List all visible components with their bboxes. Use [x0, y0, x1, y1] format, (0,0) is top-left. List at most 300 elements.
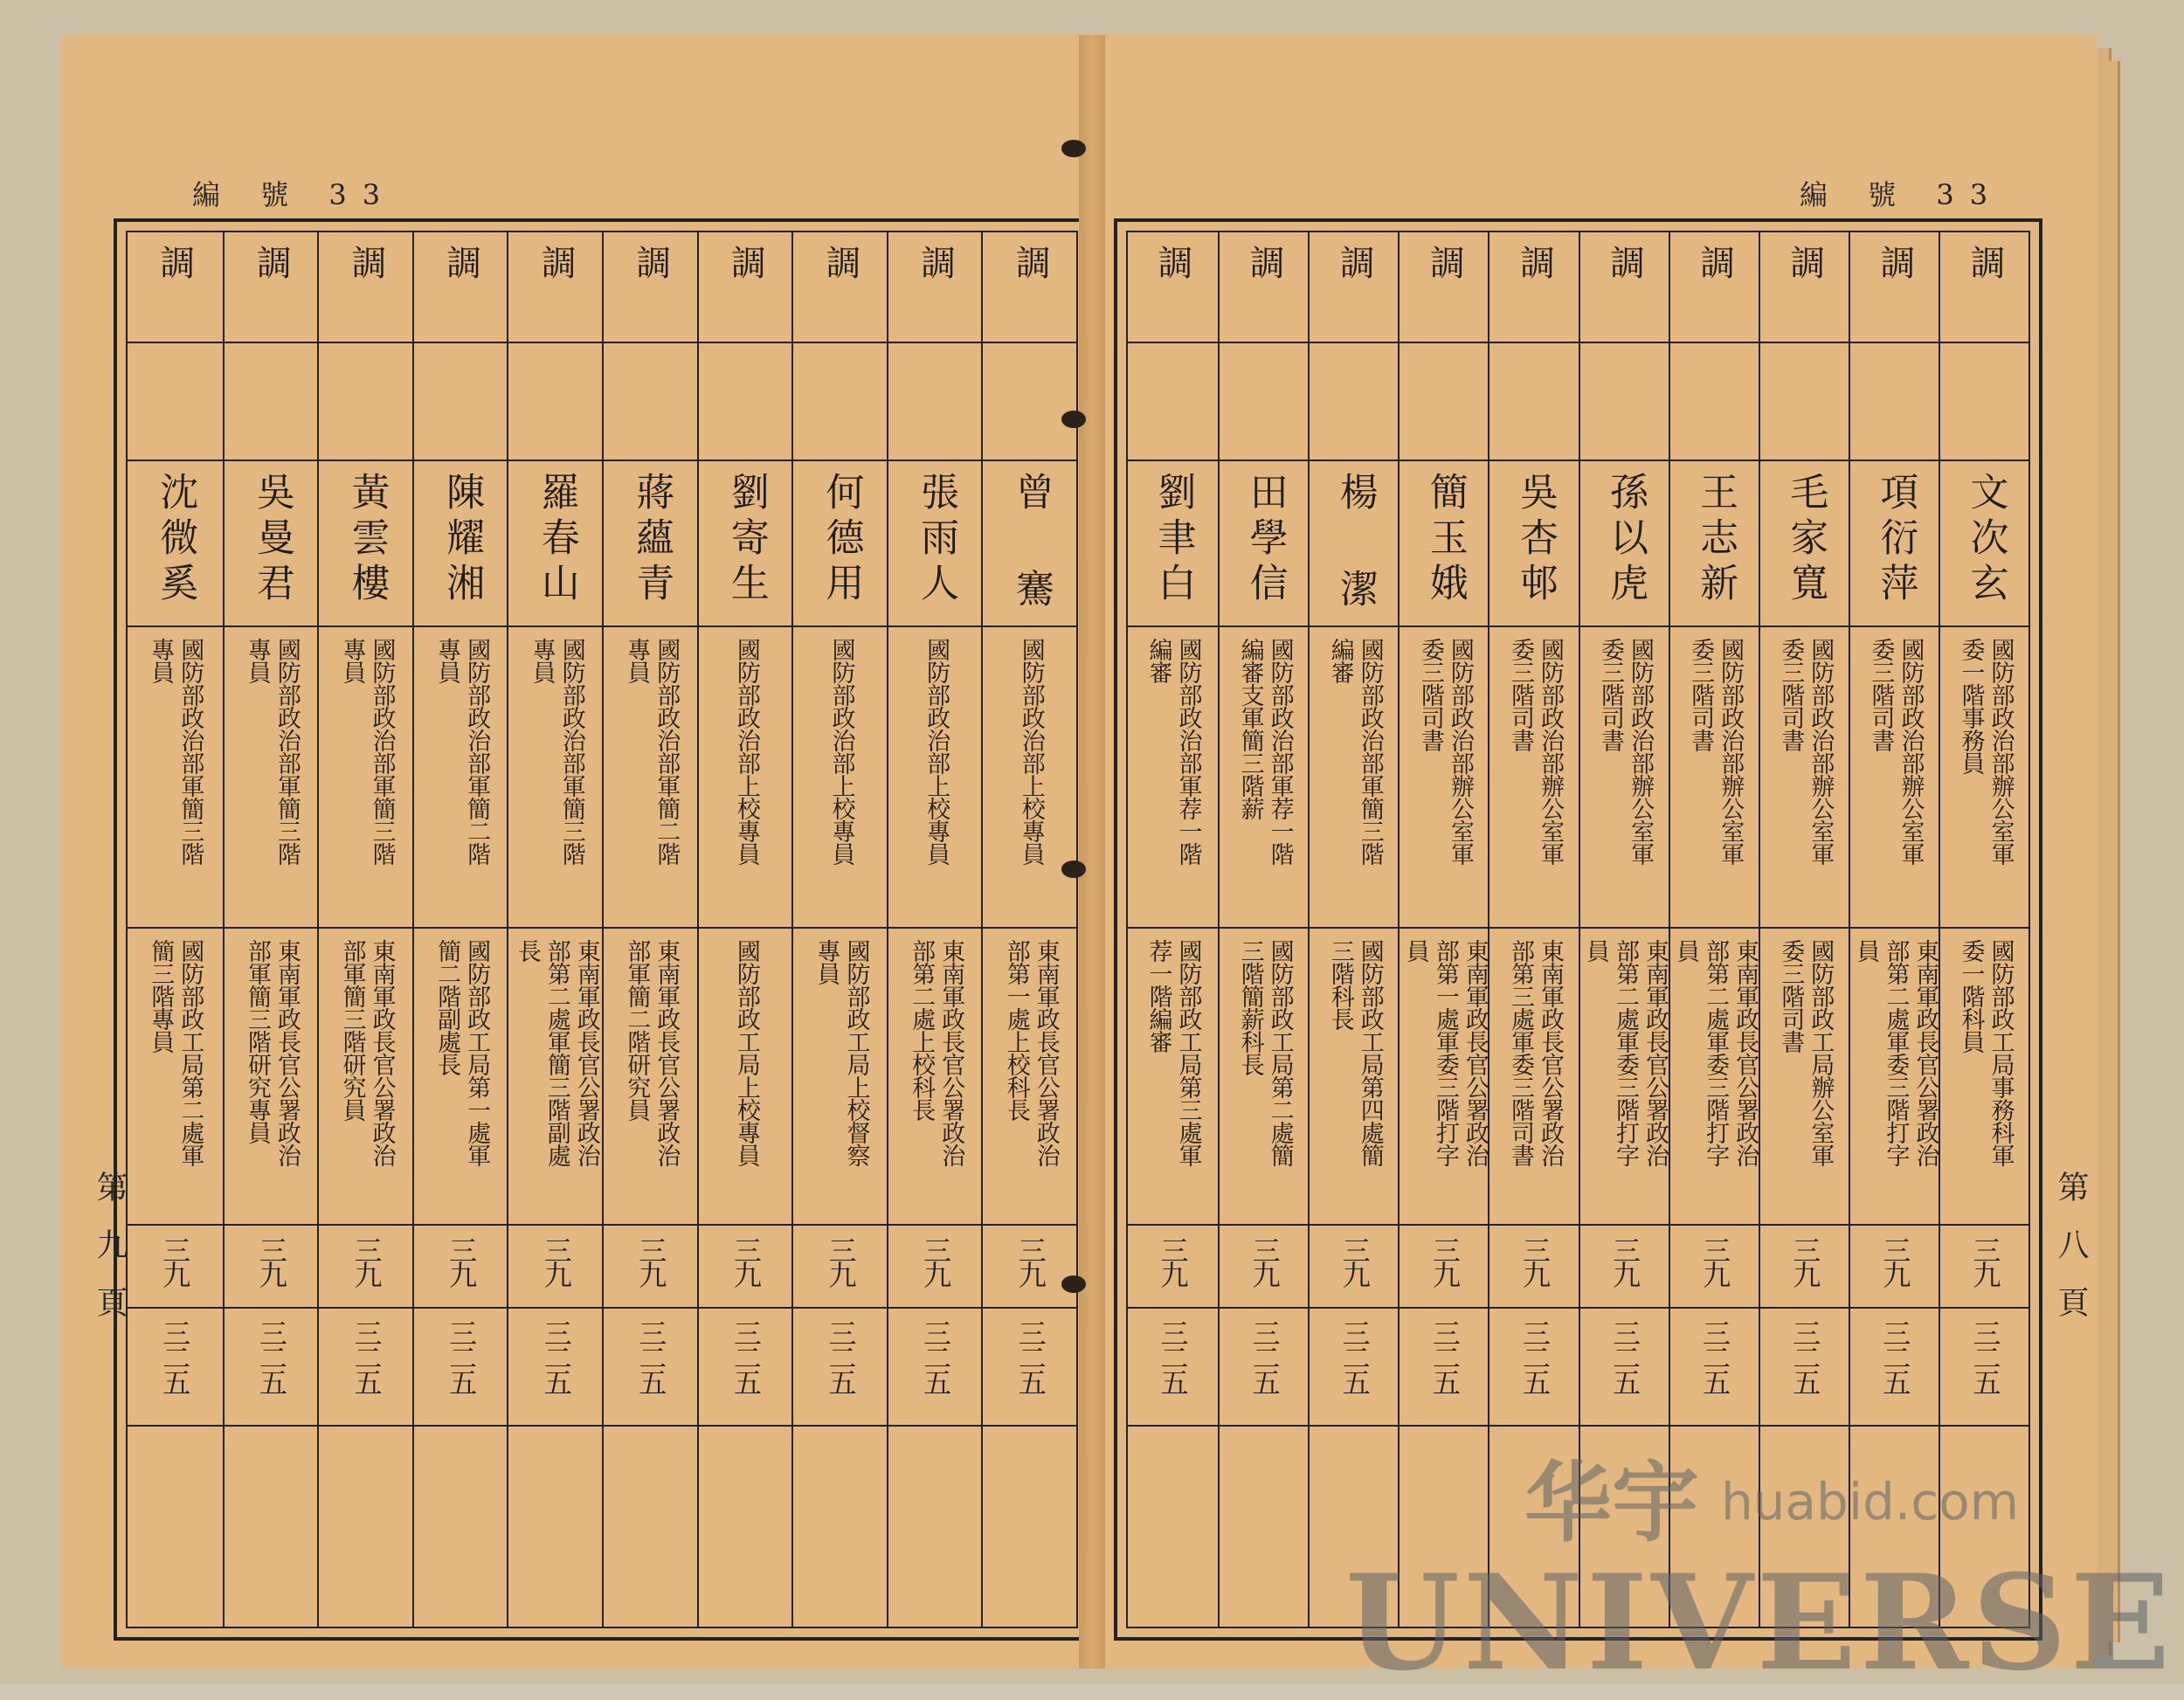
- record-pos1-line: 國防部政治部辦公室軍: [1627, 638, 1655, 865]
- record-cell-pos1: [1310, 638, 1400, 922]
- left-page-number: 第九頁: [92, 1171, 128, 1344]
- record-pos2-line: 國防部政工局辦公室軍: [1807, 939, 1835, 1166]
- record-column: [317, 232, 414, 1627]
- record-name: 羅春山: [534, 472, 579, 608]
- record-cell-type: [128, 245, 223, 336]
- record-cell-pos2: [1760, 939, 1850, 1219]
- record-pos1-line: 國防部政治部軍簡二階: [653, 638, 681, 865]
- binding-hole: [1061, 411, 1086, 428]
- record-cell-name: [1220, 472, 1310, 620]
- record-type: 調: [1514, 245, 1555, 280]
- record-day: 三九: [824, 1236, 858, 1285]
- record-name: 吳曼君: [249, 472, 294, 608]
- binding-hole: [1061, 1275, 1086, 1293]
- record-name: 何德用: [819, 472, 864, 608]
- page-edge: [2109, 61, 2120, 1642]
- record-pos2-line: 長: [513, 939, 541, 962]
- record-cell-pos2: [1220, 939, 1310, 1219]
- record-cell-pos1: [1670, 638, 1760, 922]
- record-cell-date: [1310, 1319, 1400, 1420]
- record-cell-day: [1400, 1236, 1489, 1302]
- record-cell-pos2: [1940, 939, 2030, 1219]
- record-pos1-line: 專員: [528, 638, 556, 683]
- record-cell-name: [1310, 472, 1400, 620]
- record-cell-pos2: [1400, 939, 1489, 1219]
- record-cell-type: [1489, 245, 1579, 336]
- record-date: 三二五: [1608, 1319, 1642, 1392]
- record-pos1-line: 委三階司書: [1777, 638, 1805, 751]
- record-name: 毛家寬: [1783, 472, 1828, 608]
- record-cell-type: [414, 245, 509, 336]
- record-type: 調: [1152, 245, 1193, 280]
- record-date: 三二五: [1878, 1319, 1912, 1392]
- record-cell-type: [225, 245, 320, 336]
- record-column: [1488, 232, 1579, 1627]
- record-cell-day: [1760, 1236, 1850, 1302]
- record-name: 項衍萍: [1873, 472, 1918, 608]
- record-pos2-line: 員: [1672, 939, 1700, 962]
- record-cell-type: [319, 245, 414, 336]
- record-pos1-line: 國防部政治部軍簡三階: [176, 638, 204, 865]
- record-column: [1218, 232, 1310, 1627]
- record-pos1-line: 委三階司書: [1867, 638, 1895, 751]
- record-pos2-line: 部軍簡二階研究員: [623, 939, 651, 1121]
- record-pos2-line: 專員: [812, 939, 840, 985]
- record-pos2-line: 部第三處軍委三階司書: [1506, 939, 1534, 1166]
- record-pos1-line: 國防部政治部軍荐一階: [1266, 638, 1294, 865]
- record-pos2-line: 東南軍政長官公署政治: [1032, 939, 1060, 1166]
- watermark-cn: 华宇: [1524, 1452, 1699, 1554]
- record-pos2-line: 東南軍政長官公署政治: [572, 939, 600, 1166]
- record-cell-name: [1580, 472, 1670, 620]
- record-cell-pos1: [1400, 638, 1489, 922]
- record-cell-date: [1220, 1319, 1310, 1420]
- left-table: [114, 218, 1090, 1641]
- record-day: 三九: [634, 1236, 668, 1285]
- record-cell-name: [793, 472, 888, 620]
- record-day: 三九: [1968, 1236, 2002, 1285]
- record-cell-pos2: [414, 939, 509, 1219]
- right-header: 編 號 33: [1800, 178, 2004, 211]
- record-pos2-line: 簡三階專員: [147, 939, 175, 1053]
- record-pos2-line: 部第一處上校科長: [1002, 939, 1030, 1121]
- record-date: 三二五: [1337, 1319, 1372, 1392]
- record-type: 調: [1964, 245, 2005, 280]
- record-cell-type: [983, 245, 1078, 336]
- record-day: 三九: [1698, 1236, 1732, 1285]
- record-name: 簡玉娥: [1422, 472, 1468, 608]
- record-pos2-line: 員: [1582, 939, 1610, 962]
- record-cell-type: [1400, 245, 1489, 336]
- record-type: 調: [819, 245, 860, 280]
- record-cell-type: [508, 245, 604, 336]
- record-pos2-line: 國防部政工局上校督察: [842, 939, 870, 1166]
- record-date: 三二五: [1248, 1319, 1282, 1392]
- record-pos2-line: 東南軍政長官公署政治: [368, 939, 396, 1166]
- record-pos1-line: 國防部政治部辦公室軍: [1446, 638, 1474, 865]
- record-cell-pos2: [319, 939, 414, 1219]
- record-pos1-line: 國防部政治部辦公室軍: [1807, 638, 1835, 865]
- record-cell-pos1: [1760, 638, 1850, 922]
- record-pos1-line: 專員: [433, 638, 461, 683]
- record-cell-pos2: [128, 939, 223, 1219]
- record-cell-pos2: [604, 939, 699, 1219]
- record-date: 三二五: [1968, 1319, 2002, 1392]
- record-date: 三二五: [919, 1319, 953, 1392]
- record-pos2-line: 東南軍政長官公署政治: [1731, 939, 1759, 1166]
- record-type: 調: [725, 245, 766, 280]
- left-page: [61, 35, 1092, 1669]
- record-day: 三九: [158, 1236, 192, 1285]
- record-pos1-line: 國防部政治部軍簡二階: [463, 638, 491, 865]
- record-cell-date: [319, 1319, 414, 1420]
- record-cell-date: [414, 1319, 509, 1420]
- record-cell-type: [1580, 245, 1670, 336]
- record-cell-date: [1940, 1319, 2030, 1420]
- record-date: 三二五: [1013, 1319, 1047, 1392]
- record-cell-day: [983, 1236, 1078, 1302]
- record-cell-day: [1850, 1236, 1940, 1302]
- record-pos1-line: 委三階司書: [1416, 638, 1444, 751]
- record-pos1-line: 專員: [147, 638, 175, 683]
- record-pos2-line: 部軍簡三階研究員: [338, 939, 366, 1121]
- record-cell-day: [128, 1236, 223, 1302]
- record-name: 劉聿白: [1151, 472, 1196, 608]
- record-column: [1579, 232, 1670, 1627]
- record-pos2-line: 東南軍政長官公署政治: [1536, 939, 1564, 1166]
- record-type: 調: [915, 245, 956, 280]
- record-pos2-line: 東南軍政長官公署政治: [1641, 939, 1669, 1166]
- record-date: 三二五: [349, 1319, 384, 1392]
- record-name: 劉寄生: [723, 472, 769, 608]
- left-table-grid: [126, 231, 1078, 1628]
- record-pos1-line: 專員: [338, 638, 366, 683]
- record-cell-pos2: [1128, 939, 1218, 1219]
- record-pos2-line: 東南軍政長官公署政治: [273, 939, 301, 1166]
- record-cell-name: [983, 472, 1078, 620]
- record-column: [887, 232, 984, 1627]
- record-cell-day: [793, 1236, 888, 1302]
- record-cell-date: [699, 1319, 794, 1420]
- record-pos2-line: 員: [1401, 939, 1429, 962]
- record-cell-pos1: [319, 638, 414, 922]
- record-cell-pos1: [604, 638, 699, 922]
- record-column: [697, 232, 794, 1627]
- record-cell-date: [1760, 1319, 1850, 1420]
- record-cell-pos1: [1850, 638, 1940, 922]
- record-type: 調: [1424, 245, 1465, 280]
- record-pos1-line: 專員: [623, 638, 651, 683]
- record-cell-type: [699, 245, 794, 336]
- record-date: 三二五: [1788, 1319, 1822, 1392]
- record-cell-day: [1670, 1236, 1760, 1302]
- record-cell-pos1: [793, 638, 888, 922]
- record-cell-name: [319, 472, 414, 620]
- record-cell-pos2: [1670, 939, 1760, 1219]
- record-pos1-line: 委三階司書: [1506, 638, 1534, 751]
- record-pos1-line: 國防部政治部上校專員: [827, 638, 855, 865]
- record-pos1-line: 委三階司書: [1687, 638, 1715, 751]
- record-pos1-line: 國防部政治部軍簡三階: [1356, 638, 1384, 865]
- record-cell-name: [1128, 472, 1218, 620]
- record-pos2-line: 員: [1852, 939, 1880, 962]
- record-cell-pos2: [983, 939, 1078, 1219]
- record-cell-day: [888, 1236, 984, 1302]
- record-day: 三九: [1427, 1236, 1462, 1285]
- record-pos2-line: 部第一處軍委三階打字: [1431, 939, 1459, 1166]
- record-cell-day: [1580, 1236, 1670, 1302]
- record-pos2-line: 部第二處軍簡三階副處: [543, 939, 570, 1166]
- record-cell-day: [508, 1236, 604, 1302]
- watermark-domain: huabid.com: [1721, 1472, 2020, 1531]
- record-column: [1128, 232, 1218, 1627]
- record-date: 三二五: [158, 1319, 192, 1392]
- record-pos2-line: 部第二處上校科長: [908, 939, 936, 1121]
- record-cell-pos1: [1128, 638, 1218, 922]
- record-day: 三九: [539, 1236, 573, 1285]
- record-name: 張雨人: [914, 472, 959, 608]
- record-cell-type: [1850, 245, 1940, 336]
- record-type: 調: [1784, 245, 1825, 280]
- record-cell-name: [1940, 472, 2030, 620]
- record-cell-pos1: [128, 638, 223, 922]
- record-name: 楊 潔: [1332, 472, 1378, 614]
- record-cell-day: [1489, 1236, 1579, 1302]
- record-cell-pos1: [1220, 638, 1310, 922]
- record-day: 三九: [1337, 1236, 1372, 1285]
- record-cell-pos1: [888, 638, 984, 922]
- record-column: [791, 232, 888, 1627]
- record-pos1-line: 專員: [243, 638, 271, 683]
- record-pos2-line: 國防部政工局第二處軍: [176, 939, 204, 1166]
- record-cell-pos1: [983, 638, 1078, 922]
- record-cell-name: [225, 472, 320, 620]
- record-pos1-line: 國防部政治部軍簡三階: [557, 638, 585, 865]
- record-name: 黃雲樓: [344, 472, 390, 608]
- record-pos2-line: 東南軍政長官公署政治: [1461, 939, 1489, 1166]
- record-day: 三九: [349, 1236, 384, 1285]
- record-pos2-line: 國防部政工局第四處簡: [1356, 939, 1384, 1166]
- record-date: 三二五: [1156, 1319, 1190, 1392]
- record-type: 調: [154, 245, 195, 280]
- record-date: 三二五: [824, 1319, 858, 1392]
- record-type: 調: [251, 245, 292, 280]
- record-name: 孫以虎: [1603, 472, 1648, 608]
- record-date: 三二五: [634, 1319, 668, 1392]
- record-cell-day: [319, 1236, 414, 1302]
- record-cell-name: [1670, 472, 1760, 620]
- record-cell-date: [604, 1319, 699, 1420]
- record-cell-name: [1850, 472, 1940, 620]
- record-column: [1849, 232, 1940, 1627]
- record-pos2-line: 委一階科員: [1957, 939, 1985, 1053]
- record-cell-pos2: [225, 939, 320, 1219]
- record-cell-pos1: [414, 638, 509, 922]
- record-cell-date: [1400, 1319, 1489, 1420]
- record-type: 調: [1694, 245, 1735, 280]
- right-page: [1092, 35, 2097, 1669]
- record-column: [1398, 232, 1489, 1627]
- record-cell-pos2: [1850, 939, 1940, 1219]
- record-cell-date: [1670, 1319, 1760, 1420]
- right-page-number: 第八頁: [2053, 1171, 2089, 1344]
- record-cell-type: [1940, 245, 2030, 336]
- right-table-grid: [1126, 231, 2030, 1628]
- record-column: [1759, 232, 1850, 1627]
- record-column: [1939, 232, 2030, 1627]
- record-pos1-line: 編審: [1144, 638, 1172, 683]
- record-name: 沈微奚: [153, 472, 198, 608]
- record-cell-type: [793, 245, 888, 336]
- record-cell-pos2: [1310, 939, 1400, 1219]
- record-cell-type: [1128, 245, 1218, 336]
- record-pos1-line: 國防部政治部軍簡三階: [368, 638, 396, 865]
- record-cell-date: [1489, 1319, 1579, 1420]
- record-pos2-line: 部第二處軍委三階打字: [1702, 939, 1730, 1166]
- record-cell-date: [1580, 1319, 1670, 1420]
- record-cell-pos1: [508, 638, 604, 922]
- record-date: 三二五: [254, 1319, 288, 1392]
- record-pos2-line: 國防部政工局第一處軍: [463, 939, 491, 1166]
- record-day: 三九: [1156, 1236, 1190, 1285]
- record-pos1-line: 委一階事務員: [1957, 638, 1985, 774]
- record-pos1-line: 國防部政治部辦公室軍: [1987, 638, 2015, 865]
- record-column: [981, 232, 1078, 1627]
- record-cell-pos1: [1489, 638, 1579, 922]
- record-cell-pos1: [1580, 638, 1670, 922]
- record-day: 三九: [1013, 1236, 1047, 1285]
- record-cell-type: [604, 245, 699, 336]
- record-cell-pos1: [225, 638, 320, 922]
- record-cell-day: [604, 1236, 699, 1302]
- record-cell-day: [1128, 1236, 1218, 1302]
- record-cell-day: [699, 1236, 794, 1302]
- record-pos2-line: 三階簡薪科長: [1236, 939, 1264, 1075]
- record-cell-pos2: [1489, 939, 1579, 1219]
- record-cell-pos2: [888, 939, 984, 1219]
- record-date: 三二五: [1517, 1319, 1552, 1392]
- record-day: 三九: [1788, 1236, 1822, 1285]
- record-date: 三二五: [729, 1319, 763, 1392]
- record-pos2-line: 荐一階編審: [1144, 939, 1172, 1053]
- record-cell-type: [1760, 245, 1850, 336]
- record-cell-day: [1940, 1236, 2030, 1302]
- book-spine: [1079, 35, 1105, 1669]
- binding-hole: [1061, 140, 1086, 157]
- record-name: 田學信: [1242, 472, 1288, 608]
- record-cell-name: [1760, 472, 1850, 620]
- record-cell-pos1: [699, 638, 794, 922]
- record-day: 三九: [1878, 1236, 1912, 1285]
- record-column: [507, 232, 604, 1627]
- record-name: 曾 騫: [1008, 472, 1054, 614]
- record-pos1-line: 國防部政治部上校專員: [923, 638, 950, 865]
- record-column: [128, 232, 223, 1627]
- record-cell-name: [128, 472, 223, 620]
- record-date: 三二五: [445, 1319, 479, 1392]
- record-cell-name: [1489, 472, 1579, 620]
- record-cell-name: [508, 472, 604, 620]
- record-type: 調: [1874, 245, 1915, 280]
- record-pos1-line: 編審: [1326, 638, 1354, 683]
- record-day: 三九: [919, 1236, 953, 1285]
- record-pos2-line: 國防部政工局第二處簡: [1266, 939, 1294, 1166]
- record-name: 陳耀湘: [439, 472, 485, 608]
- record-cell-pos1: [1940, 638, 2030, 922]
- binding-hole: [1061, 860, 1086, 878]
- record-pos1-line: 委三階司書: [1597, 638, 1625, 751]
- record-cell-pos2: [699, 939, 794, 1219]
- record-date: 三二五: [539, 1319, 573, 1392]
- record-pos2-line: 部第二處軍委三階打字: [1612, 939, 1640, 1166]
- record-cell-pos2: [508, 939, 604, 1219]
- record-cell-date: [128, 1319, 223, 1420]
- record-cell-name: [604, 472, 699, 620]
- record-cell-day: [414, 1236, 509, 1302]
- record-pos1-line: 國防部政治部辦公室軍: [1536, 638, 1564, 865]
- record-cell-date: [793, 1319, 888, 1420]
- record-type: 調: [1244, 245, 1285, 280]
- record-cell-name: [888, 472, 984, 620]
- record-pos2-line: 委三階司書: [1777, 939, 1805, 1053]
- record-type: 調: [536, 245, 577, 280]
- record-column: [223, 232, 320, 1627]
- record-day: 三九: [729, 1236, 763, 1285]
- record-column: [412, 232, 509, 1627]
- record-pos2-line: 三階科長: [1326, 939, 1354, 1030]
- record-day: 三九: [254, 1236, 288, 1285]
- left-header: 編 號 33: [192, 178, 397, 211]
- record-cell-name: [414, 472, 509, 620]
- record-pos2-line: 國防部政工局事務科軍: [1987, 939, 2015, 1166]
- record-column: [1308, 232, 1400, 1627]
- record-cell-type: [888, 245, 984, 336]
- record-cell-name: [699, 472, 794, 620]
- record-pos2-line: 東南軍政長官公署政治: [653, 939, 681, 1166]
- record-cell-pos2: [793, 939, 888, 1219]
- record-pos2-line: 國防部政工局第三處軍: [1174, 939, 1202, 1166]
- record-cell-date: [1850, 1319, 1940, 1420]
- record-pos1-line: 國防部政治部辦公室軍: [1717, 638, 1745, 865]
- record-day: 三九: [445, 1236, 479, 1285]
- record-type: 調: [345, 245, 386, 280]
- record-day: 三九: [1608, 1236, 1642, 1285]
- record-pos2-line: 部第二處軍委三階打字: [1882, 939, 1910, 1166]
- record-cell-date: [508, 1319, 604, 1420]
- record-day: 三九: [1517, 1236, 1552, 1285]
- record-cell-day: [1310, 1236, 1400, 1302]
- record-cell-date: [225, 1319, 320, 1420]
- record-cell-type: [1220, 245, 1310, 336]
- record-pos1-line: 國防部政治部辦公室軍: [1897, 638, 1925, 865]
- record-type: 調: [1604, 245, 1645, 280]
- right-table: [1114, 218, 2042, 1641]
- record-name: 王志新: [1693, 472, 1738, 608]
- record-cell-date: [1128, 1319, 1218, 1420]
- record-pos2-line: 國防部政工局上校專員: [732, 939, 760, 1166]
- record-column: [1669, 232, 1760, 1627]
- record-cell-type: [1670, 245, 1760, 336]
- record-name: 吳杏邨: [1512, 472, 1558, 608]
- record-type: 調: [630, 245, 671, 280]
- record-cell-date: [983, 1319, 1078, 1420]
- record-pos1-line: 國防部政治部上校專員: [732, 638, 760, 865]
- record-cell-day: [225, 1236, 320, 1302]
- watermark-universe: UNIVERSE: [1345, 1546, 2174, 1700]
- record-cell-pos2: [1580, 939, 1670, 1219]
- record-cell-name: [1400, 472, 1489, 620]
- record-name: 蔣蘊青: [629, 472, 674, 608]
